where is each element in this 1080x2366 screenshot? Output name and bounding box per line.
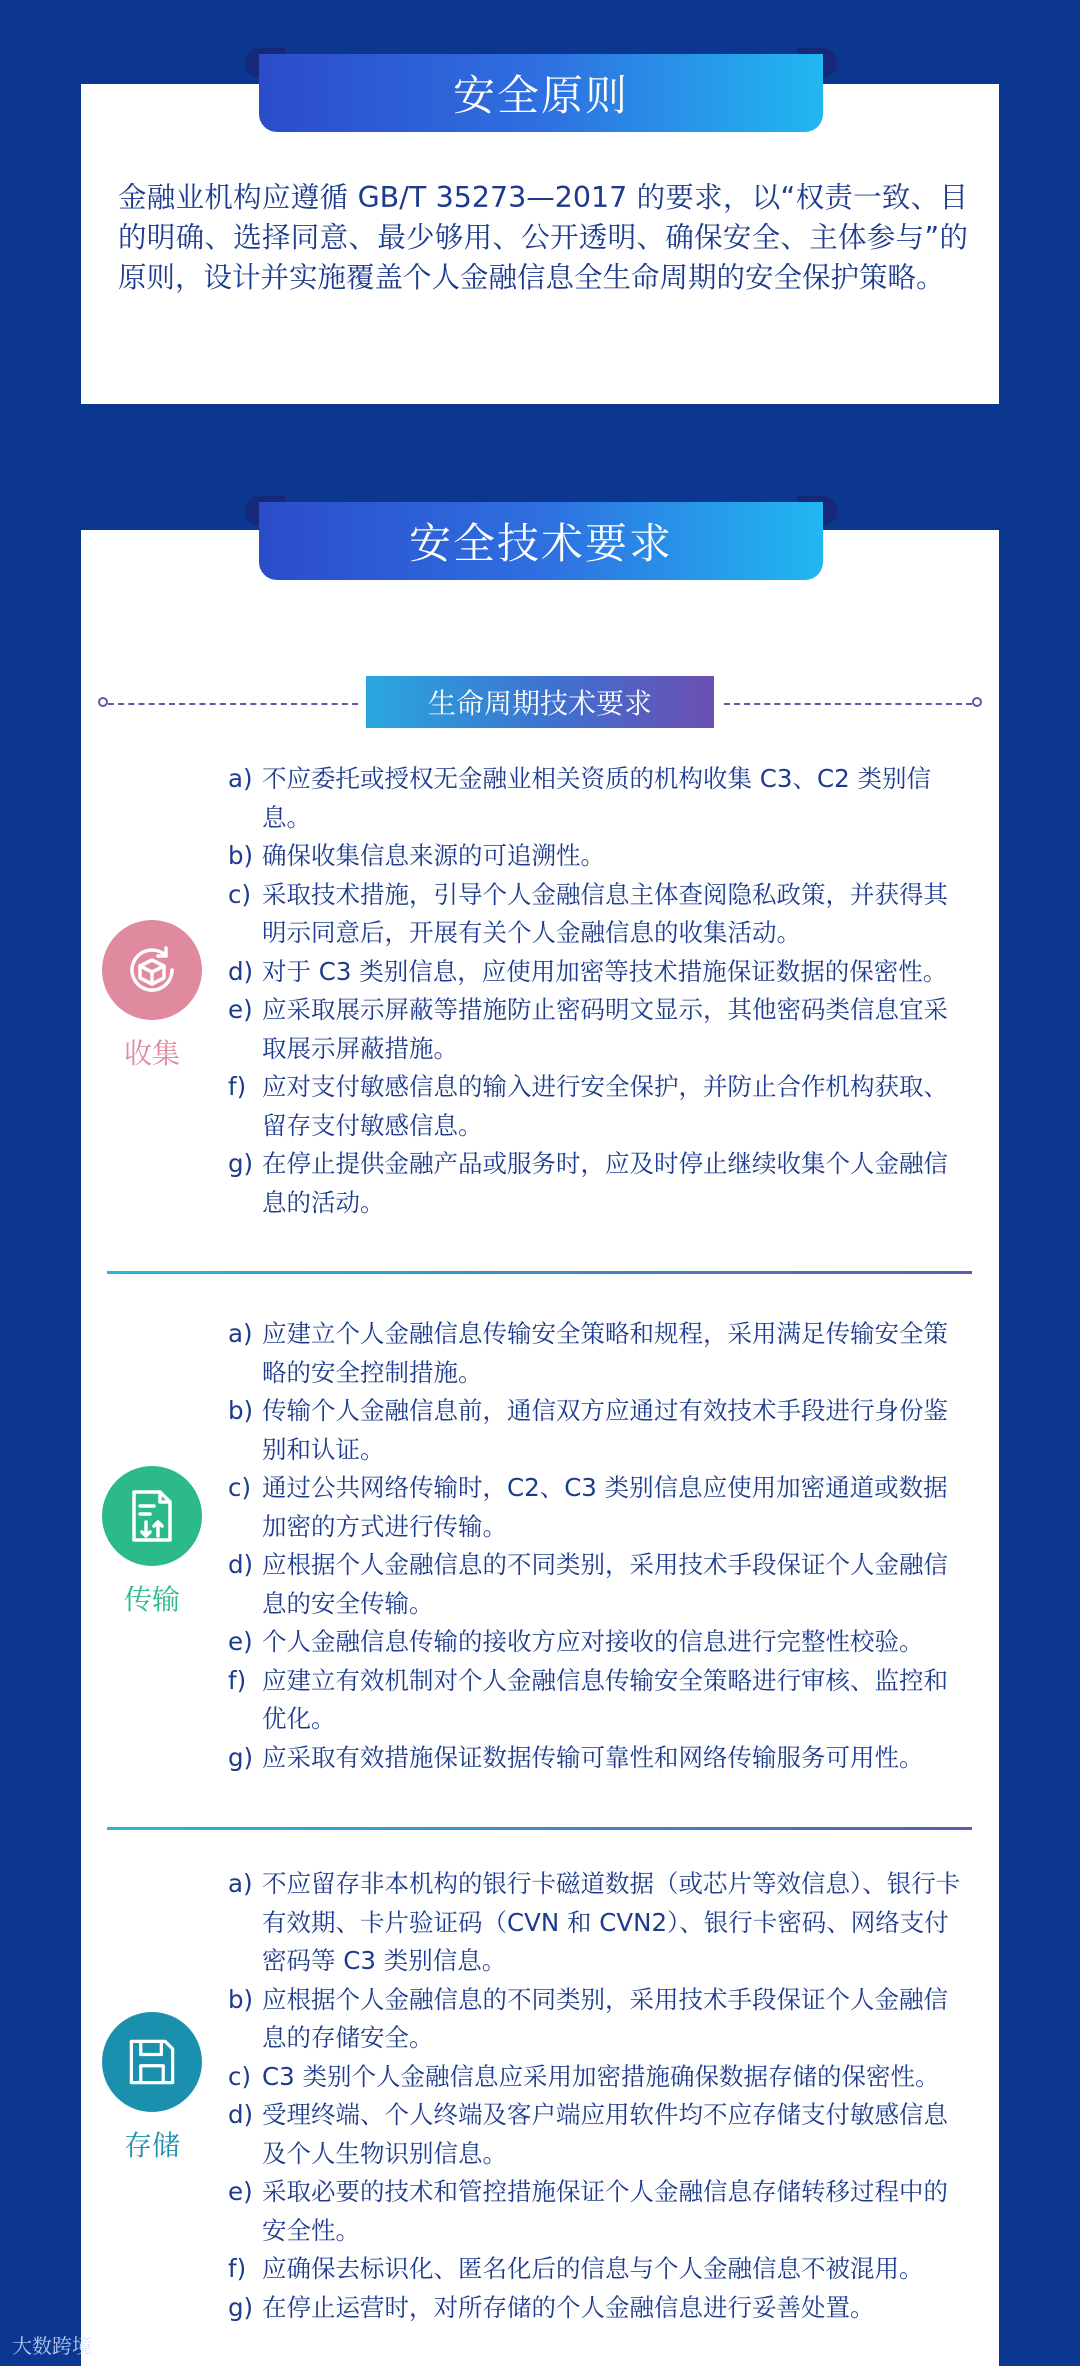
tech-title-ribbon — [245, 496, 837, 580]
section-label-collect: 收集 — [123, 1037, 180, 1070]
list-item: d) 对于 C3 类别信息，应使用加密等技术措施保证数据的保密性。 — [228, 956, 948, 986]
list-item: b) 确保收集信息来源的可追溯性。 — [228, 841, 605, 870]
list-item: a) 不应留存非本机构的银行卡磁道数据（或芯片等效信息）、银行卡有效期、卡片验证码（CVN 和 CVN2）、银行卡密码、网络支付密码等 C3 类别信息。 — [228, 1869, 961, 1975]
list-item: b) 传输个人金融信息前，通信双方应通过有效技术手段进行身份鉴别和认证。 — [228, 1396, 948, 1464]
floppy-disk-icon — [102, 2012, 202, 2112]
file-transfer-icon — [102, 1466, 202, 1566]
list-item: a) 不应委托或授权无金融业相关资质的机构收集 C3、C2 类别信息。 — [228, 764, 931, 832]
list-item: e) 采取必要的技术和管控措施保证个人金融信息存储转移过程中的安全性。 — [228, 2177, 948, 2245]
list-item: g) 在停止提供金融产品或服务时，应及时停止继续收集个人金融信息的活动。 — [228, 1149, 948, 1217]
lifecycle-subtitle: 生命周期技术要求 — [366, 676, 714, 728]
section-label-transmit: 传输 — [123, 1583, 180, 1616]
section-divider — [107, 1827, 972, 1830]
principles-text: 金融业机构应遵循 GB/T 35273—2017 的要求，以“权责一致、目的明确、选择同意、最少够用、公开透明、确保安全、主体参与”的原则，设计并实施覆盖个人金融信息全生命周期的安全保护策略。 — [118, 181, 968, 294]
box-cycle-icon — [102, 920, 202, 1020]
collect-requirements-list — [228, 760, 968, 1222]
list-item: c) 通过公共网络传输时，C2、C3 类别信息应使用加密通道或数据加密的方式进行传输。 — [228, 1473, 948, 1541]
subhead-line-right — [724, 703, 972, 705]
section-label-store: 存储 — [123, 2129, 180, 2162]
principles-title-ribbon — [245, 48, 837, 132]
list-item: c) 采取技术措施，引导个人金融信息主体查阅隐私政策，并获得其明示同意后，开展有关个人金融信息的收集活动。 — [228, 879, 948, 947]
subhead-dot-right — [972, 697, 982, 707]
list-item: e) 应采取展示屏蔽等措施防止密码明文显示，其他密码类信息宜采取展示屏蔽措施。 — [228, 995, 948, 1063]
subhead-dot-left — [98, 697, 108, 707]
list-item: c) C3 类别个人金融信息应采用加密措施确保数据存储的保密性。 — [228, 2061, 940, 2091]
list-item: a) 应建立个人金融信息传输安全策略和规程，采用满足传输安全策略的安全控制措施。 — [228, 1319, 948, 1387]
list-item: e) 个人金融信息传输的接收方应对接收的信息进行完整性校验。 — [228, 1627, 924, 1656]
tech-title: 安全技术要求 — [259, 502, 823, 580]
list-item: g) 应采取有效措施保证数据传输可靠性和网络传输服务可用性。 — [228, 1742, 924, 1772]
list-item: f) 应建立有效机制对个人金融信息传输安全策略进行审核、监控和优化。 — [228, 1665, 948, 1733]
store-requirements-list — [228, 1865, 968, 2327]
section-divider — [107, 1271, 972, 1274]
subhead-line-left — [108, 703, 358, 705]
list-item: f) 应确保去标识化、匿名化后的信息与个人金融信息不被混用。 — [228, 2254, 924, 2283]
watermark: 大数跨境 — [12, 2334, 92, 2358]
list-item: d) 受理终端、个人终端及客户端应用软件均不应存储支付敏感信息及个人生物识别信息。 — [228, 2100, 948, 2168]
list-item: d) 应根据个人金融信息的不同类别，采用技术手段保证个人金融信息的安全传输。 — [228, 1550, 948, 1618]
principles-title: 安全原则 — [259, 54, 823, 132]
list-item: g) 在停止运营时，对所存储的个人金融信息进行妥善处置。 — [228, 2292, 875, 2322]
transmit-requirements-list — [228, 1315, 968, 1777]
list-item: f) 应对支付敏感信息的输入进行安全保护，并防止合作机构获取、留存支付敏感信息。 — [228, 1072, 948, 1140]
list-item: b) 应根据个人金融信息的不同类别，采用技术手段保证个人金融信息的存储安全。 — [228, 1984, 948, 2052]
